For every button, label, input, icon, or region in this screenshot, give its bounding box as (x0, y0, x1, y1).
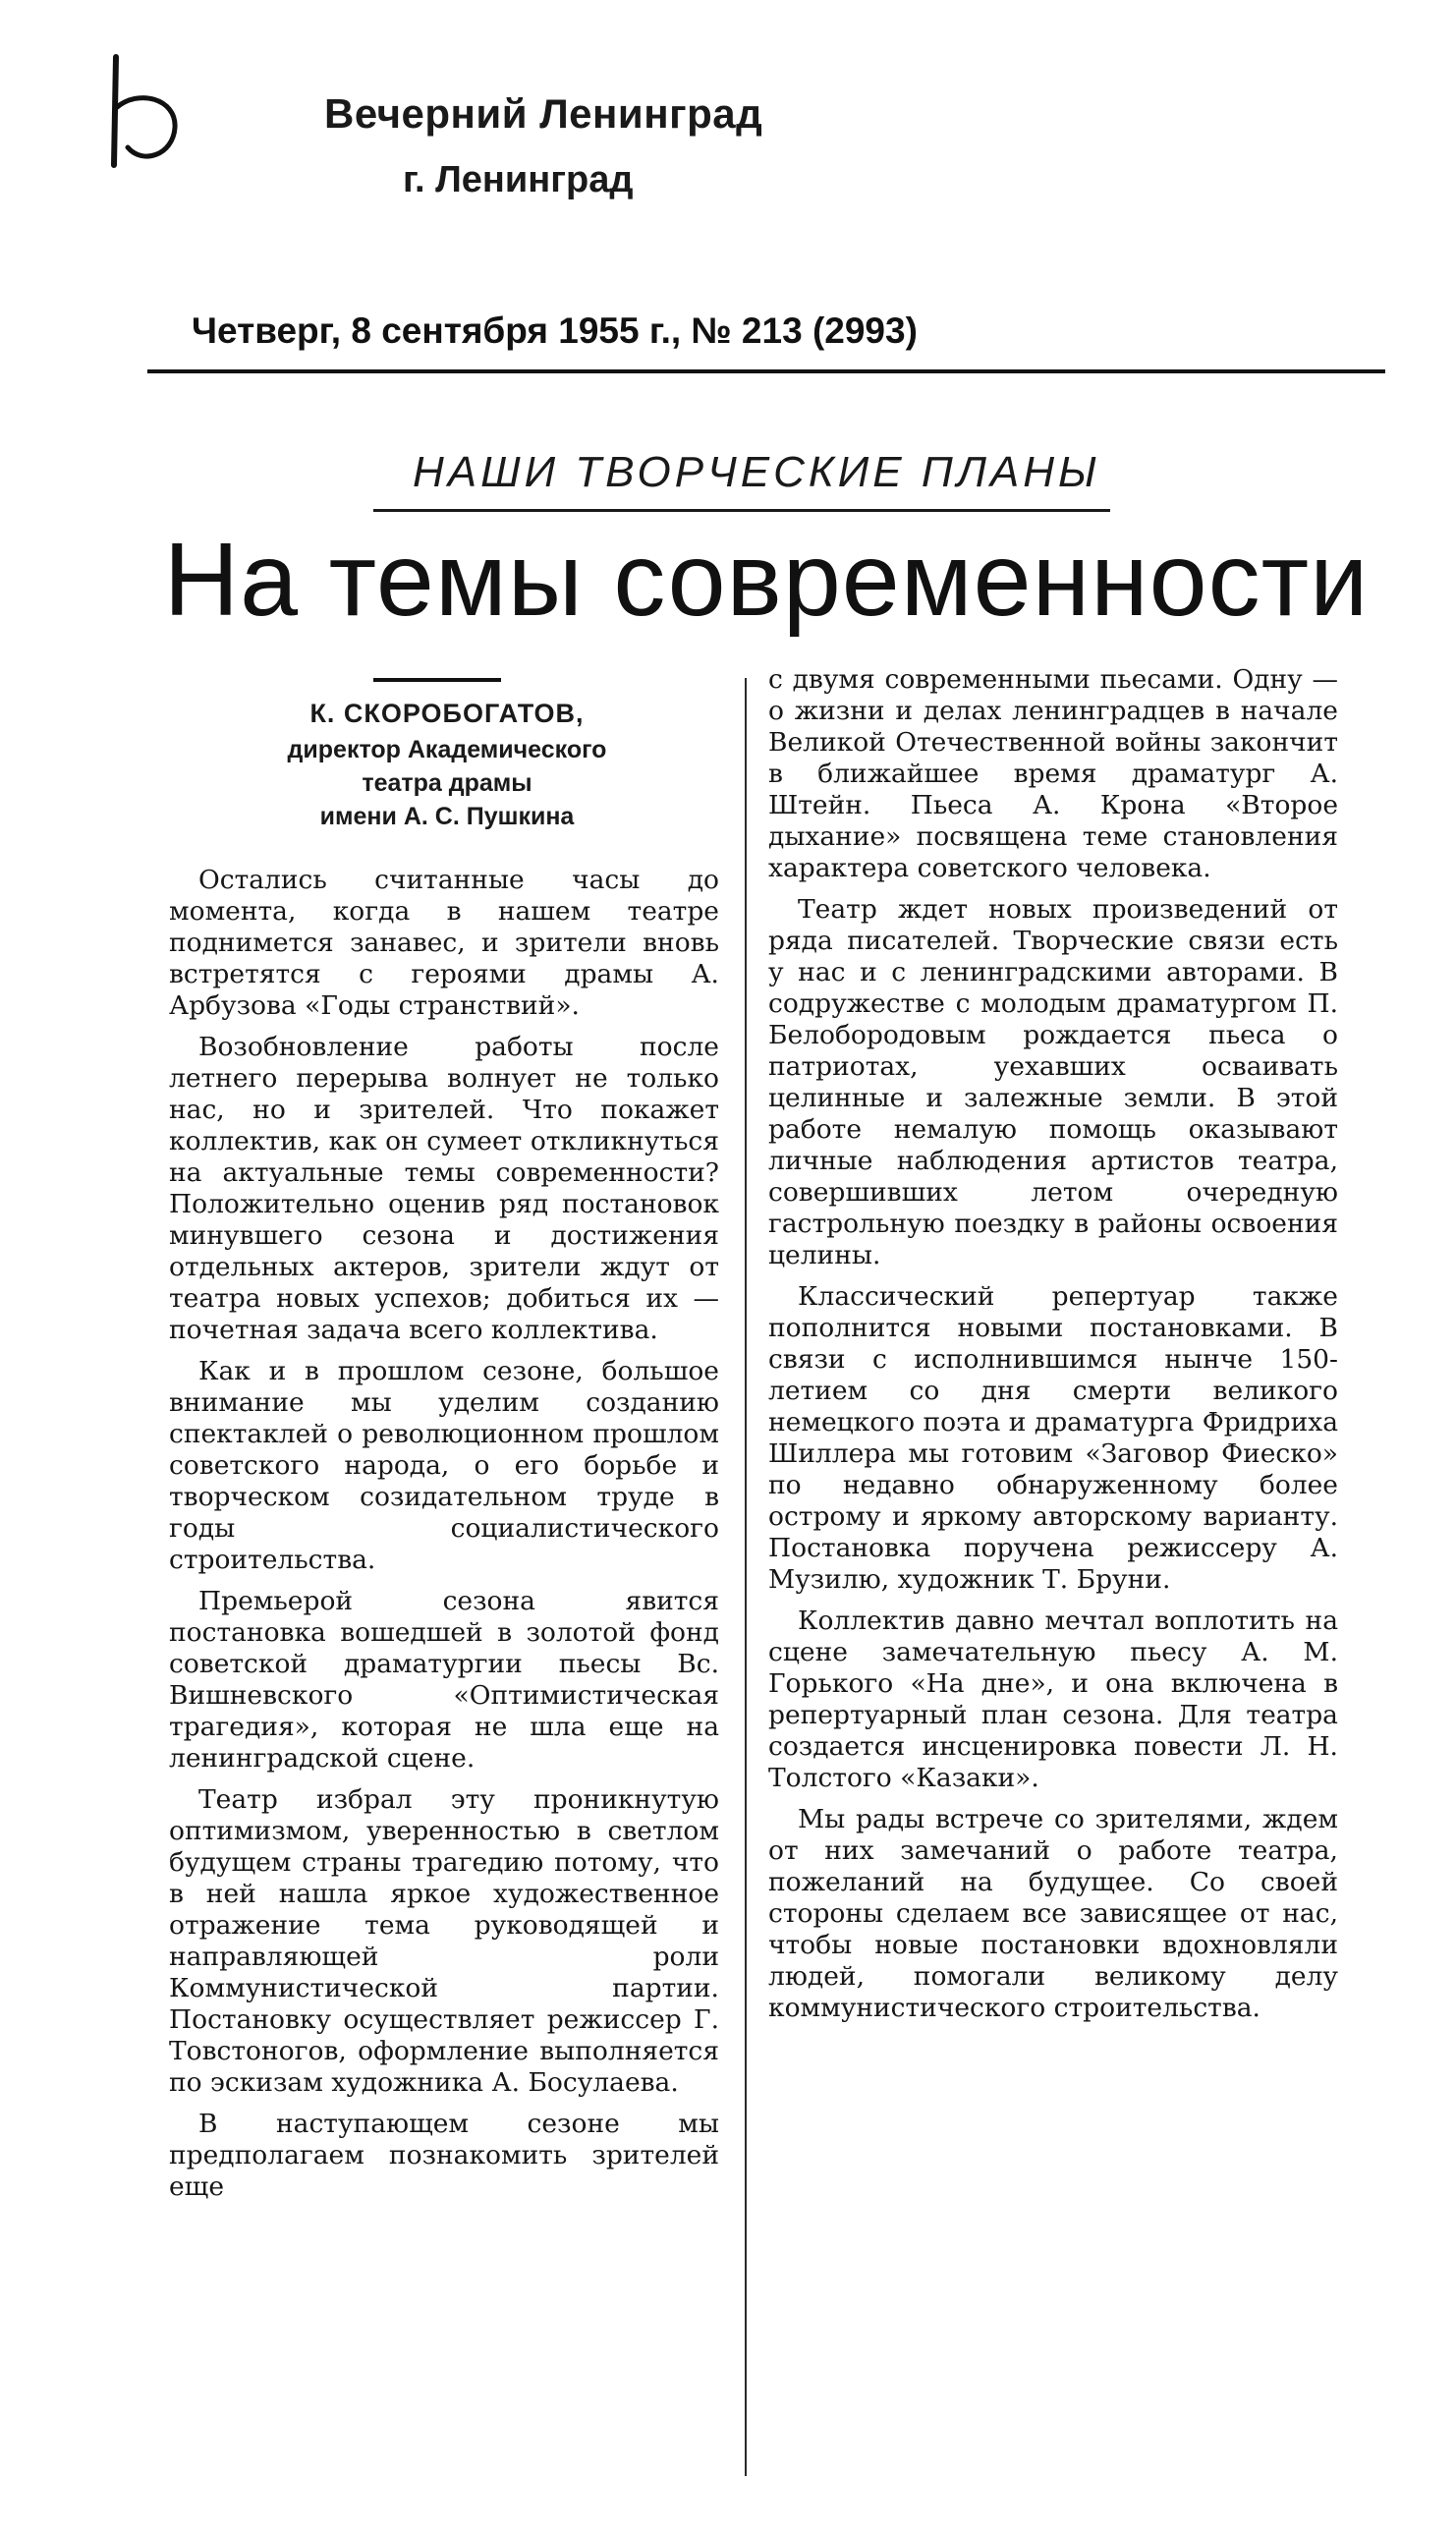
paragraph: Театр ждет новых произведений от ряда писателей. Творческие связи есть у нас и с ленинградскими авторами. В содружестве с молодым драматургом П. Белобородовым рождается пьеса о патриотах, уехавших осваивать целинные и залежные земли. В этой работе немалую помощь оказывают личные наблюдения артистов театра, совершивших летом очередную гастрольную поездку в районы освоения целины. (768, 894, 1338, 1270)
rubric-underline (373, 509, 1110, 512)
byline (187, 694, 707, 833)
paragraph: Остались считанные часы до момента, когда в нашем театре поднимется занавес, и зрители вновь встретятся с героями драмы А. Арбузова «Годы странствий». (169, 865, 719, 1021)
issue-dateline: Четверг, 8 сентября 1955 г., № 213 (2993) (192, 310, 918, 351)
paragraph: Премьерой сезона явится постановка вошедшей в золотой фонд советской драматургии пьесы Вс. Вишневского «Оптимистическая трагедия», которая не шла еще на ленинградской сцене. (169, 1586, 719, 1774)
byline-role-3: имени А. С. Пушкина (319, 803, 575, 830)
paragraph: Театр избрал эту проникнутую оптимизмом, уверенностью в светлом будущем страны трагедию потому, что в ней нашла яркое художественное отражение тема руководящей и направляющей роли Коммунистической партии. Постановку осуществляет режиссер Г. Товстоногов, оформление выполняется по эскизам художника А. Босулаева. (169, 1784, 719, 2098)
masthead-city-stamp: г. Ленинград (403, 159, 634, 200)
paragraph: Как и в прошлом сезоне, большое внимание мы уделим созданию спектаклей о революционном прошлом советского народа, о его борьбе и творческом созидательном труде в годы социалистического строительства. (169, 1356, 719, 1575)
paragraph: В наступающем сезоне мы предполагаем познакомить зрителей еще (169, 2109, 719, 2202)
handwritten-mark-icon (98, 49, 192, 177)
column-divider (745, 678, 747, 2476)
article-column-right (768, 664, 1338, 2034)
paragraph: Возобновление работы после летнего перерыва волнует не только нас, но и зрителей. Что покажет коллектив, как он сумеет откликнуться на актуальные темы современности? Положительно оценив ряд постановок минувшего сезона и достижения отдельных актеров, зрители ждут от театра новых успехов; добиться их — почетная задача всего коллектива. (169, 1032, 719, 1345)
byline-role-1: директор Академического (287, 736, 607, 763)
masthead-paper-stamp: Вечерний Ленинград (324, 90, 763, 137)
article-column-left (169, 865, 719, 2213)
paragraph: Классический репертуар также пополнится новыми постановками. В связи с исполнившимся нынче 150-летием со дня смерти великого немецкого поэта и драматурга Фридриха Шиллера мы готовим «Заговор Фиеско» по недавно обнаруженному более острому и яркому авторскому варианту. Постановка поручена режиссеру А. Музилю, художник Т. Бруни. (768, 1281, 1339, 1595)
paragraph: Коллектив давно мечтал воплотить на сцене замечательную пьесу А. М. Горького «На дне», и она включена в репертуарный план сезона. Для театра создается инсценировка повести Л. Н. Толстого «Казаки». (768, 1606, 1338, 1793)
byline-author: К. СКОРОБОГАТОВ, (309, 699, 585, 728)
article-headline: На темы современности (163, 522, 1370, 638)
section-rubric: НАШИ ТВОРЧЕСКИЕ ПЛАНЫ (412, 448, 1101, 496)
paragraph: с двумя современными пьесами. Одну — о жизни и делах ленинградцев в начале Великой Отечественной войны закончит в ближайшее время драматург А. Штейн. Пьеса А. Крона «Второе дыхание» посвящена теме становления характера советского человека. (768, 664, 1338, 883)
byline-role-2: театра драмы (362, 769, 532, 797)
byline-divider (373, 678, 501, 682)
top-divider (147, 369, 1385, 373)
paragraph: Мы рады встрече со зрителями, ждем от них замечаний о работе театра, пожеланий на будущее. Со своей стороны сделаем все зависящее от нас, чтобы новые постановки вдохновляли людей, помогали великому делу коммунистического строительства. (768, 1804, 1338, 2023)
